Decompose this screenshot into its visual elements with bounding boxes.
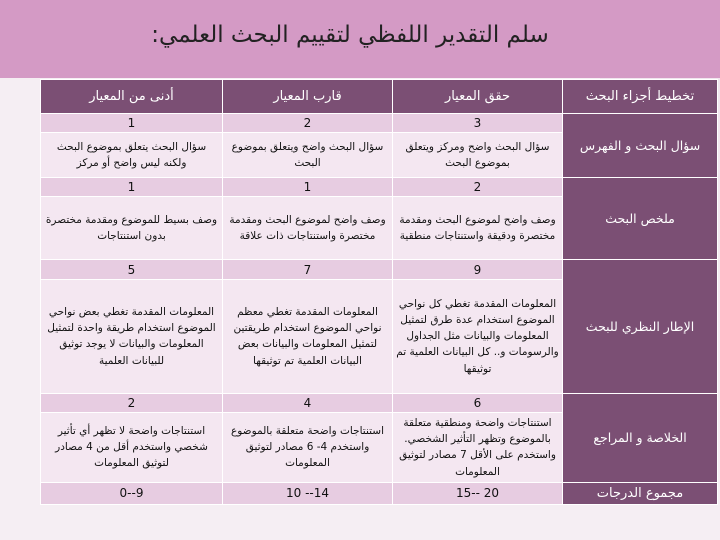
- score-cell: 1: [41, 113, 223, 132]
- description-cell: سؤال البحث واضح ومركز ويتعلق بموضوع البحث: [393, 132, 563, 177]
- score-cell: 1: [223, 177, 393, 196]
- header-below-criterion: أدنى من المعيار: [41, 80, 223, 114]
- score-cell: 7: [223, 260, 393, 279]
- score-cell: 2: [41, 393, 223, 412]
- score-cell: 5: [41, 260, 223, 279]
- description-cell: سؤال البحث يتعلق بموضوع البحث ولكنه ليس واضح أو مركز: [41, 132, 223, 177]
- description-cell: وصف واضح لموضوع البحث ومقدمة مختصرة واستنتاجات ذات علاقة: [223, 197, 393, 260]
- description-cell: المعلومات المقدمة تغطي بعض نواحي الموضوع استخدام طريقة واحدة لتمثيل المعلومات والبيانات لا يوجد توثيق للبيانات العلمية: [41, 279, 223, 393]
- header-met-criterion: حقق المعيار: [393, 80, 563, 114]
- description-cell: وصف واضح لموضوع البحث ومقدمة مختصرة ودقيقة واستنتاجات منطقية: [393, 197, 563, 260]
- score-row: [41, 113, 718, 132]
- description-cell: المعلومات المقدمة تغطي كل نواحي الموضوع استخدام عدة طرق لتمثيل المعلومات والبيانات مثل الجداول والرسومات و.. كل البيانات العلمية تم توثيقها: [393, 279, 563, 393]
- header-corner: تخطيط أجزاء البحث: [563, 80, 718, 114]
- rubric-table: [40, 79, 718, 505]
- description-cell: المعلومات المقدمة تغطي معظم نواحي الموضوع استخدام طريقتين لتمثيل المعلومات والبيانات بعض البيانات العلمية تم توثيقها: [223, 279, 393, 393]
- score-cell: 9: [393, 260, 563, 279]
- header-near-criterion: قارب المعيار: [223, 80, 393, 114]
- row-label-research-question: سؤال البحث و الفهرس: [563, 113, 718, 177]
- total-cell: 9--0: [41, 482, 223, 504]
- score-cell: 2: [223, 113, 393, 132]
- score-cell: 3: [393, 113, 563, 132]
- total-cell: 14-- 10: [223, 482, 393, 504]
- row-label-conclusion-references: الخلاصة و المراجع: [563, 393, 718, 482]
- score-row: [41, 177, 718, 196]
- totals-row: [41, 482, 718, 504]
- score-cell: 2: [393, 177, 563, 196]
- header-row: [41, 80, 718, 114]
- description-cell: وصف بسيط للموضوع ومقدمة مختصرة بدون استنتاجات: [41, 197, 223, 260]
- description-cell: استنتاجات واضحة لا تظهر أي تأثير شخصي واستخدم أقل من 4 مصادر لتوثيق المعلومات: [41, 413, 223, 482]
- score-cell: 4: [223, 393, 393, 412]
- row-label-abstract: ملخص البحث: [563, 177, 718, 260]
- score-row: [41, 260, 718, 279]
- totals-label: مجموع الدرجات: [563, 482, 718, 504]
- score-cell: 6: [393, 393, 563, 412]
- score-cell: 1: [41, 177, 223, 196]
- total-cell: 20 --15: [393, 482, 563, 504]
- description-cell: استنتاجات واضحة ومنطقية متعلقة بالموضوع وتظهر التأثير الشخصي. واستخدم على الأقل 7 مصادر لتوثيق المعلومات: [393, 413, 563, 482]
- score-row: [41, 393, 718, 412]
- bottom-margin: [0, 505, 720, 540]
- row-label-theoretical-framework: الإطار النظري للبحث: [563, 260, 718, 393]
- page-title: سلم التقدير اللفظي لتقييم البحث العلمي:: [151, 22, 549, 48]
- description-cell: سؤال البحث واضح ويتعلق بموضوع البحث: [223, 132, 393, 177]
- description-cell: استنتاجات واضحة متعلقة بالموضوع واستخدم 4- 6 مصادر لتوثيق المعلومات: [223, 413, 393, 482]
